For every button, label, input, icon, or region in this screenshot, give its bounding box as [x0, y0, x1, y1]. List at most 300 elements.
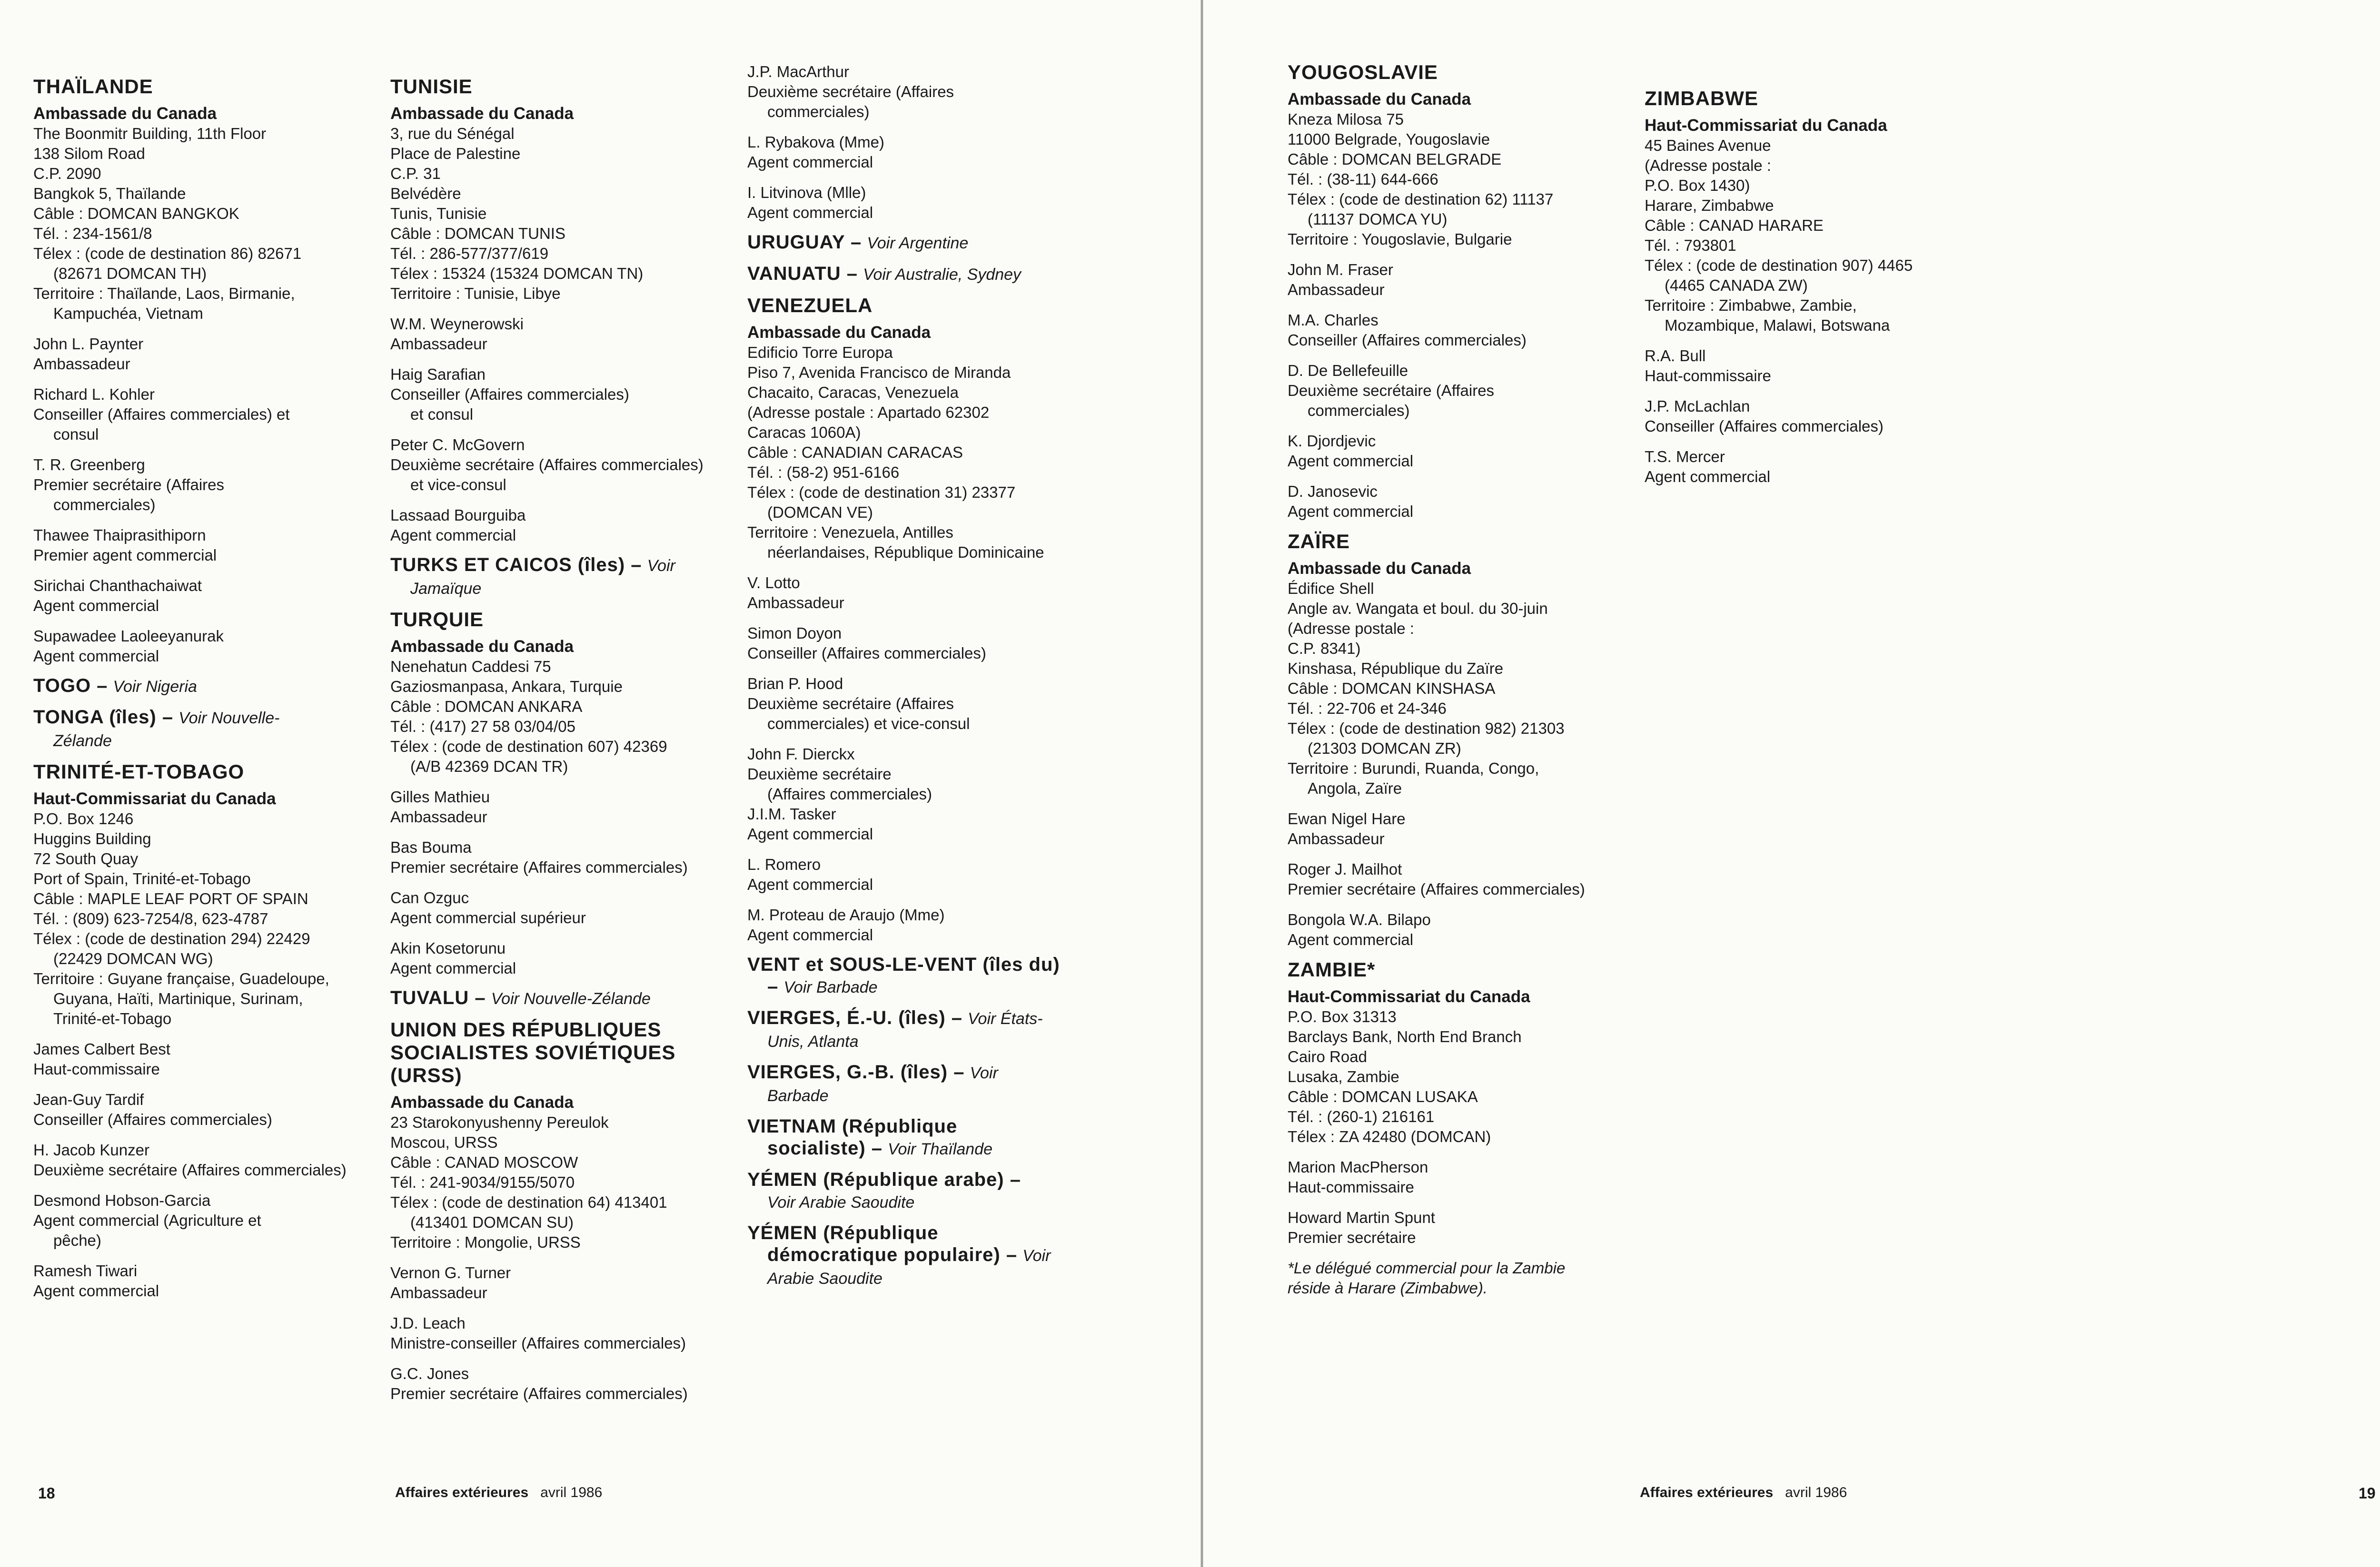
staff-entry — [33, 384, 376, 444]
staff-title: Ambassadeur — [390, 1284, 487, 1301]
staff-name: J.P. MacArthur — [747, 63, 849, 80]
address-line: Câble : DOMCAN BELGRADE — [1288, 150, 1502, 168]
office-name: Ambassade du Canada — [1288, 559, 1471, 578]
cross-reference-line — [747, 263, 1109, 286]
cross-reference-target: Voir Barbade — [783, 978, 878, 996]
staff-entry — [1645, 346, 2006, 386]
staff-entry — [1288, 910, 1649, 950]
staff-name: Bongola W.A. Bilapo — [1288, 911, 1431, 928]
staff-name: M.A. Charles — [1288, 311, 1378, 329]
right-column-1 — [1288, 52, 1649, 1298]
staff-title: commerciales) — [53, 496, 156, 513]
address-line: 138 Silom Road — [33, 145, 145, 162]
cross-reference — [33, 706, 376, 752]
staff-entry — [390, 1364, 743, 1404]
address-line: Tél. : 22-706 et 24-346 — [1288, 700, 1447, 717]
cross-reference-line — [747, 1222, 1109, 1244]
address-line: Cairo Road — [1288, 1048, 1367, 1065]
country-heading: SOCIALISTES SOVIÉTIQUES — [390, 1041, 676, 1064]
address-line: Angle av. Wangata et boul. du 30-juin — [1288, 600, 1548, 617]
staff-name: M. Proteau de Araujo (Mme) — [747, 906, 945, 924]
staff-entry — [33, 576, 376, 616]
cross-reference-line — [33, 675, 376, 698]
staff-name: Roger J. Mailhot — [1288, 860, 1402, 878]
cross-reference-country: TOGO – — [33, 675, 108, 696]
staff-name: L. Rybakova (Mme) — [747, 133, 884, 151]
address-line: Télex : (code de destination 31) 23377 — [747, 483, 1016, 501]
office-name: Ambassade du Canada — [33, 104, 217, 123]
cross-reference-target: Voir Nouvelle-Zélande — [491, 990, 651, 1008]
address-line: Territoire : Thaïlande, Laos, Birmanie, — [33, 285, 295, 302]
staff-entry — [1288, 1208, 1649, 1248]
address-line: Edificio Torre Europa — [747, 344, 893, 361]
staff-name: I. Litvinova (Mlle) — [747, 184, 866, 201]
address-line: Câble : CANAD HARARE — [1645, 217, 1824, 234]
address-line: Guyana, Haïti, Martinique, Surinam, — [53, 990, 303, 1007]
address-line: Territoire : Burundi, Ruanda, Congo, — [1288, 759, 1539, 777]
address-line: Territoire : Venezuela, Antilles — [747, 523, 953, 541]
staff-entry — [747, 744, 1109, 844]
staff-entry — [33, 455, 376, 515]
right-column-2 — [1645, 79, 2006, 487]
staff-title: Deuxième secrétaire (Affaires — [747, 695, 954, 712]
staff-title: Haut-commissaire — [1645, 367, 1771, 384]
staff-name: Supawadee Laoleeyanurak — [33, 627, 224, 645]
cross-reference-line — [747, 1061, 1109, 1084]
address-line: Tél. : (809) 623-7254/8, 623-4787 — [33, 910, 268, 927]
staff-name: G.C. Jones — [390, 1365, 469, 1382]
staff-entry — [390, 314, 743, 354]
address-line: Bangkok 5, Thaïlande — [33, 185, 186, 202]
address-line: Territoire : Yougoslavie, Bulgarie — [1288, 230, 1512, 248]
office-name: Haut-Commissariat du Canada — [1645, 116, 1887, 135]
address-line: 72 South Quay — [33, 850, 139, 867]
staff-name: Can Ozguc — [390, 889, 469, 907]
address-line: (4465 CANADA ZW) — [1665, 276, 1808, 294]
page-number: 18 — [38, 1485, 55, 1502]
address-line: Tél. : 234-1561/8 — [33, 225, 152, 242]
staff-entry — [1288, 1157, 1649, 1197]
cross-reference-country: VIERGES, É.-U. (îles) – — [747, 1007, 963, 1028]
staff-title: Ambassadeur — [390, 335, 487, 353]
staff-entry — [1288, 310, 1649, 350]
cross-reference-country: YÉMEN (République arabe) – — [747, 1169, 1021, 1190]
address-line: (21303 DOMCAN ZR) — [1308, 739, 1461, 757]
address-line: 11000 Belgrade, Yougoslavie — [1288, 130, 1490, 148]
staff-entry — [747, 132, 1109, 172]
staff-name: James Calbert Best — [33, 1040, 170, 1058]
address-line: Trinité-et-Tobago — [53, 1010, 172, 1027]
staff-title: Deuxième secrétaire — [747, 765, 892, 783]
address-line: Câble : DOMCAN LUSAKA — [1288, 1088, 1478, 1105]
left-column-1 — [33, 67, 376, 1301]
cross-reference-line — [390, 554, 743, 577]
staff-title: Deuxième secrétaire (Affaires — [747, 83, 954, 100]
staff-title: commerciales) — [1308, 402, 1410, 419]
staff-title: Agent commercial — [1645, 468, 1771, 485]
cross-reference — [747, 1169, 1109, 1213]
staff-entry — [1645, 396, 2006, 436]
staff-title: Deuxième secrétaire (Affaires commerciales) — [33, 1161, 347, 1179]
address-line: (11137 DOMCA YU) — [1308, 210, 1448, 228]
staff-name: Simon Doyon — [747, 624, 842, 642]
address-line: Huggins Building — [33, 830, 151, 848]
country-heading: ZAÏRE — [1288, 530, 1350, 552]
publication-date: avril 1986 — [1785, 1485, 1847, 1500]
cross-reference-target: Arabie Saoudite — [767, 1270, 883, 1288]
staff-name: Vernon G. Turner — [390, 1264, 511, 1281]
cross-reference — [390, 987, 743, 1010]
staff-entry — [390, 838, 743, 877]
staff-name: John M. Fraser — [1288, 261, 1393, 278]
staff-title: Agent commercial (Agriculture et — [33, 1212, 261, 1229]
staff-title: commerciales) — [767, 103, 870, 120]
staff-title: Ambassadeur — [1288, 830, 1385, 848]
address-line: Câble : DOMCAN BANGKOK — [33, 205, 239, 222]
staff-name: Akin Kosetorunu — [390, 939, 506, 957]
staff-title: Ambassadeur — [1288, 281, 1385, 298]
staff-entry — [747, 183, 1109, 223]
address-line: Territoire : Tunisie, Libye — [390, 285, 561, 302]
cross-reference-line — [747, 954, 1109, 976]
staff-name: Desmond Hobson-Garcia — [33, 1192, 211, 1209]
address-line: Tél. : (260-1) 216161 — [1288, 1108, 1435, 1125]
country-heading: UNION DES RÉPUBLIQUES — [390, 1018, 662, 1041]
staff-name: D. De Bellefeuille — [1288, 362, 1408, 379]
address-line: (Adresse postale : — [1645, 157, 1771, 174]
address-line: Câble : DOMCAN KINSHASA — [1288, 680, 1496, 697]
address-line: Tél. : (58-2) 951-6166 — [747, 463, 900, 481]
staff-title: Agent commercial — [747, 876, 873, 893]
staff-title: Agent commercial — [33, 1282, 159, 1300]
staff-title: Conseiller (Affaires commerciales) — [747, 644, 986, 662]
address-line: Tél. : 286-577/377/619 — [390, 245, 549, 262]
address-line: Tél. : (38-11) 644-666 — [1288, 170, 1438, 188]
staff-name: Jean-Guy Tardif — [33, 1091, 144, 1108]
cross-reference — [747, 1222, 1109, 1290]
staff-title: Agent commercial — [33, 597, 159, 614]
staff-title: Agent commercial — [390, 959, 516, 977]
address-line: Moscou, URSS — [390, 1133, 498, 1151]
staff-title: pêche) — [53, 1232, 101, 1249]
address-line: Barclays Bank, North End Branch — [1288, 1028, 1522, 1045]
staff-name: Richard L. Kohler — [33, 385, 155, 403]
country-heading: (URSS) — [390, 1064, 462, 1086]
staff-title: Premier secrétaire (Affaires commerciales) — [390, 1385, 688, 1402]
staff-name: T.S. Mercer — [1645, 448, 1725, 465]
cross-reference-country: YÉMEN (République — [747, 1222, 939, 1243]
staff-name: H. Jacob Kunzer — [33, 1141, 149, 1159]
country-heading: ZIMBABWE — [1645, 87, 1758, 109]
staff-name: Gilles Mathieu — [390, 788, 490, 806]
address-line: 3, rue du Sénégal — [390, 125, 515, 142]
staff-entry — [390, 1263, 743, 1303]
footnote-line: *Le délégué commercial pour la Zambie — [1288, 1259, 1566, 1277]
staff-title: Conseiller (Affaires commerciales) — [390, 385, 629, 403]
staff-title: Agent commercial — [33, 647, 159, 665]
country-heading: ZAMBIE* — [1288, 958, 1376, 981]
cross-reference-line — [747, 1030, 1109, 1053]
address-line: Télex : (code de destination 294) 22429 — [33, 930, 310, 947]
publication-name: Affaires extérieures — [395, 1485, 529, 1500]
staff-name: W.M. Weynerowski — [390, 315, 524, 333]
cross-reference-target: Voir Nouvelle- — [178, 709, 280, 727]
staff-entry — [33, 1039, 376, 1079]
staff-title: Ambassadeur — [390, 808, 487, 826]
country-heading: TUNISIE — [390, 75, 473, 98]
cross-reference-target: Barbade — [767, 1087, 829, 1105]
page-footer — [395, 1485, 602, 1501]
staff-title: Premier secrétaire (Affaires commerciales) — [390, 858, 688, 876]
address-line: Télex : ZA 42480 (DOMCAN) — [1288, 1128, 1491, 1145]
cross-reference-country: VIERGES, G.-B. (îles) – — [747, 1062, 965, 1083]
address-line: Gaziosmanpasa, Ankara, Turquie — [390, 678, 623, 695]
office-name: Ambassade du Canada — [1288, 90, 1471, 108]
address-line: Mozambique, Malawi, Botswana — [1665, 316, 1890, 334]
staff-name: Haig Sarafian — [390, 365, 486, 383]
office-name: Haut-Commissariat du Canada — [33, 789, 276, 808]
address-line: Télex : (code de destination 982) 21303 — [1288, 719, 1565, 737]
address-line: Câble : CANAD MOSCOW — [390, 1153, 578, 1171]
staff-title: Premier secrétaire — [1288, 1229, 1416, 1246]
staff-name: Sirichai Chanthachaiwat — [33, 577, 202, 594]
staff-name: J.P. McLachlan — [1645, 397, 1750, 415]
staff-entry — [747, 905, 1109, 945]
country-heading: YOUGOSLAVIE — [1288, 61, 1438, 83]
cross-reference-line — [747, 231, 1109, 254]
staff-name: John L. Paynter — [33, 335, 144, 353]
staff-entry — [33, 1261, 376, 1301]
left-column-3 — [747, 62, 1109, 1290]
staff-title: Agent commercial — [1288, 452, 1414, 470]
cross-reference — [747, 1007, 1109, 1053]
address-line: Tunis, Tunisie — [390, 205, 487, 222]
staff-name: V. Lotto — [747, 574, 800, 591]
cross-reference-target: Voir Nigeria — [113, 678, 197, 696]
address-line: Tél. : (417) 27 58 03/04/05 — [390, 718, 575, 735]
cross-reference-line — [747, 1084, 1109, 1107]
staff-title: Agent commercial — [747, 926, 873, 944]
staff-entry — [390, 787, 743, 827]
cross-reference — [747, 954, 1109, 998]
staff-title: Agent commercial — [1288, 931, 1414, 948]
staff-name: D. Janosevic — [1288, 483, 1378, 500]
address-line: Tél. : 793801 — [1645, 237, 1736, 254]
staff-title: Haut-commissaire — [33, 1060, 160, 1078]
staff-entry — [390, 505, 743, 545]
address-line: (Adresse postale : — [1288, 620, 1414, 637]
staff-entry — [747, 855, 1109, 895]
address-line: Territoire : Zimbabwe, Zambie, — [1645, 296, 1857, 314]
cross-reference-target: Voir — [970, 1064, 998, 1082]
address-line: Télex : (code de destination 64) 413401 — [390, 1193, 667, 1211]
staff-title: Conseiller (Affaires commerciales) — [33, 1111, 272, 1128]
cross-reference — [33, 675, 376, 698]
staff-name: John F. Dierckx — [747, 745, 855, 763]
staff-title: J.I.M. Tasker — [747, 805, 836, 823]
staff-entry — [747, 62, 1109, 122]
cross-reference-country: VANUATU – — [747, 263, 858, 284]
cross-reference-country: URUGUAY – — [747, 232, 862, 253]
cross-reference-country: VENT et SOUS-LE-VENT (îles du) — [747, 954, 1060, 975]
address-line: Télex : (code de destination 607) 42369 — [390, 738, 667, 755]
address-line: Télex : (code de destination 62) 11137 — [1288, 190, 1554, 208]
address-line: C.P. 31 — [390, 165, 441, 182]
staff-name: L. Romero — [747, 856, 821, 873]
cross-reference-line — [747, 1115, 1109, 1137]
country-heading: TRINITÉ-ET-TOBAGO — [33, 760, 245, 783]
address-line: Édifice Shell — [1288, 580, 1374, 597]
address-line: Tél. : 241-9034/9155/5070 — [390, 1173, 575, 1191]
staff-title: Agent commercial — [390, 526, 516, 544]
address-line: Place de Palestine — [390, 145, 521, 162]
cross-reference — [747, 1061, 1109, 1107]
country-heading: TURQUIE — [390, 608, 484, 631]
cross-reference-country: – — [767, 976, 779, 997]
address-line: Câble : CANADIAN CARACAS — [747, 443, 963, 461]
address-line: Câble : DOMCAN ANKARA — [390, 698, 583, 715]
cross-reference-country: VIETNAM (République — [747, 1116, 958, 1137]
staff-entry — [747, 623, 1109, 663]
address-line: néerlandaises, République Dominicaine — [767, 543, 1044, 561]
staff-title: consul — [53, 425, 99, 443]
address-line: (DOMCAN VE) — [767, 503, 873, 521]
country-heading: VENEZUELA — [747, 294, 873, 316]
staff-name: T. R. Greenberg — [33, 456, 145, 473]
cross-reference-target: Voir Australie, Sydney — [863, 266, 1021, 284]
staff-entry — [1288, 431, 1649, 471]
address-line: (82671 DOMCAN TH) — [53, 265, 207, 282]
staff-entry — [390, 1313, 743, 1353]
right-page — [1202, 0, 2380, 1567]
cross-reference-target: Zélande — [53, 732, 112, 750]
staff-entry — [1288, 260, 1649, 300]
publication-name: Affaires extérieures — [1640, 1485, 1774, 1500]
staff-title: commerciales) et vice-consul — [767, 715, 970, 732]
cross-reference-target: Voir — [647, 557, 675, 575]
cross-reference-line — [747, 1267, 1109, 1290]
cross-reference — [747, 1115, 1109, 1160]
cross-reference-country: TURKS ET CAICOS (îles) – — [390, 554, 642, 575]
address-line: Nenehatun Caddesi 75 — [390, 658, 551, 675]
staff-entry — [747, 674, 1109, 734]
staff-title: Premier secrétaire (Affaires — [33, 476, 225, 493]
staff-name: R.A. Bull — [1645, 347, 1706, 365]
address-line: Territoire : Guyane française, Guadeloupe, — [33, 970, 329, 987]
country-heading: THAÏLANDE — [33, 75, 153, 98]
address-line: P.O. Box 1246 — [33, 810, 134, 828]
staff-entry — [1288, 361, 1649, 421]
cross-reference-line — [747, 1169, 1109, 1191]
left-column-2 — [390, 67, 743, 1404]
cross-reference-line — [747, 1191, 1109, 1213]
address-line: Télex : 15324 (15324 DOMCAN TN) — [390, 265, 644, 282]
cross-reference — [390, 554, 743, 600]
address-line: 23 Starokonyushenny Pereulok — [390, 1114, 609, 1131]
staff-entry — [390, 888, 743, 928]
staff-title: et vice-consul — [410, 476, 506, 493]
staff-title: Conseiller (Affaires commerciales) et — [33, 405, 290, 423]
staff-name: Ewan Nigel Hare — [1288, 810, 1406, 828]
staff-title: Premier agent commercial — [33, 546, 217, 564]
staff-name: Lassaad Bourguiba — [390, 506, 526, 524]
staff-entry — [390, 938, 743, 978]
cross-reference-line — [747, 1007, 1109, 1030]
publication-date: avril 1986 — [540, 1485, 603, 1500]
address-line: Chacaito, Caracas, Venezuela — [747, 384, 959, 401]
staff-title: Agent commercial — [747, 825, 873, 843]
address-line: Caracas 1060A) — [747, 424, 861, 441]
staff-entry — [390, 365, 743, 424]
staff-title: Ambassadeur — [33, 355, 130, 373]
cross-reference — [747, 231, 1109, 254]
office-name: Ambassade du Canada — [390, 637, 574, 656]
footnote-line: réside à Harare (Zimbabwe). — [1288, 1279, 1488, 1297]
cross-reference-line — [747, 976, 1109, 998]
staff-name: K. Djordjevic — [1288, 432, 1376, 450]
staff-title: (Affaires commerciales) — [767, 785, 932, 803]
staff-title: Agent commercial — [1288, 503, 1414, 520]
address-line: Kinshasa, République du Zaïre — [1288, 660, 1504, 677]
address-line: The Boonmitr Building, 11th Floor — [33, 125, 267, 142]
address-line: Télex : (code de destination 907) 4465 — [1645, 256, 1913, 274]
page-footer — [1640, 1485, 1847, 1501]
staff-title: Ministre-conseiller (Affaires commerciales) — [390, 1334, 686, 1352]
staff-title: Conseiller (Affaires commerciales) — [1645, 417, 1884, 435]
staff-name: Bas Bouma — [390, 838, 472, 856]
address-line: Câble : DOMCAN TUNIS — [390, 225, 565, 242]
cross-reference-country: socialiste) – — [767, 1138, 883, 1159]
staff-entry — [33, 1140, 376, 1180]
cross-reference-target: Voir Arabie Saoudite — [767, 1193, 915, 1212]
staff-entry — [1288, 859, 1649, 899]
cross-reference-target: Voir Thaïlande — [888, 1140, 993, 1158]
staff-title: Deuxième secrétaire (Affaires — [1288, 382, 1495, 399]
address-line: C.P. 2090 — [33, 165, 101, 182]
cross-reference-line — [33, 706, 376, 729]
address-line: Port of Spain, Trinité-et-Tobago — [33, 870, 251, 887]
address-line: (A/B 42369 DCAN TR) — [410, 758, 568, 775]
cross-reference-target: Voir États- — [968, 1010, 1043, 1028]
address-line: P.O. Box 1430) — [1645, 177, 1750, 194]
office-name: Ambassade du Canada — [390, 104, 574, 123]
address-line: (22429 DOMCAN WG) — [53, 950, 213, 967]
staff-entry — [33, 525, 376, 565]
staff-entry — [33, 334, 376, 374]
cross-reference-line — [390, 987, 743, 1010]
staff-entry — [390, 435, 743, 495]
address-line: Télex : (code de destination 86) 82671 — [33, 245, 302, 262]
office-name: Haut-Commissariat du Canada — [1288, 987, 1530, 1006]
address-line: (Adresse postale : Apartado 62302 — [747, 404, 990, 421]
footnote — [1288, 1258, 1649, 1298]
cross-reference-country: TUVALU – — [390, 987, 486, 1008]
staff-name: Marion MacPherson — [1288, 1158, 1428, 1176]
staff-title: Ambassadeur — [747, 594, 844, 611]
staff-entry — [33, 1191, 376, 1251]
office-name: Ambassade du Canada — [390, 1093, 574, 1112]
page-number: 19 — [2359, 1485, 2376, 1502]
address-line: (413401 DOMCAN SU) — [410, 1213, 574, 1231]
address-line: Kampuchéa, Vietnam — [53, 305, 203, 322]
address-line: Angola, Zaïre — [1308, 779, 1402, 797]
cross-reference-target: Jamaïque — [410, 580, 482, 598]
cross-reference-line — [747, 1244, 1109, 1267]
staff-title: Agent commercial — [747, 204, 873, 221]
staff-entry — [33, 626, 376, 666]
cross-reference-target: Unis, Atlanta — [767, 1033, 859, 1051]
address-line: Harare, Zimbabwe — [1645, 197, 1774, 214]
